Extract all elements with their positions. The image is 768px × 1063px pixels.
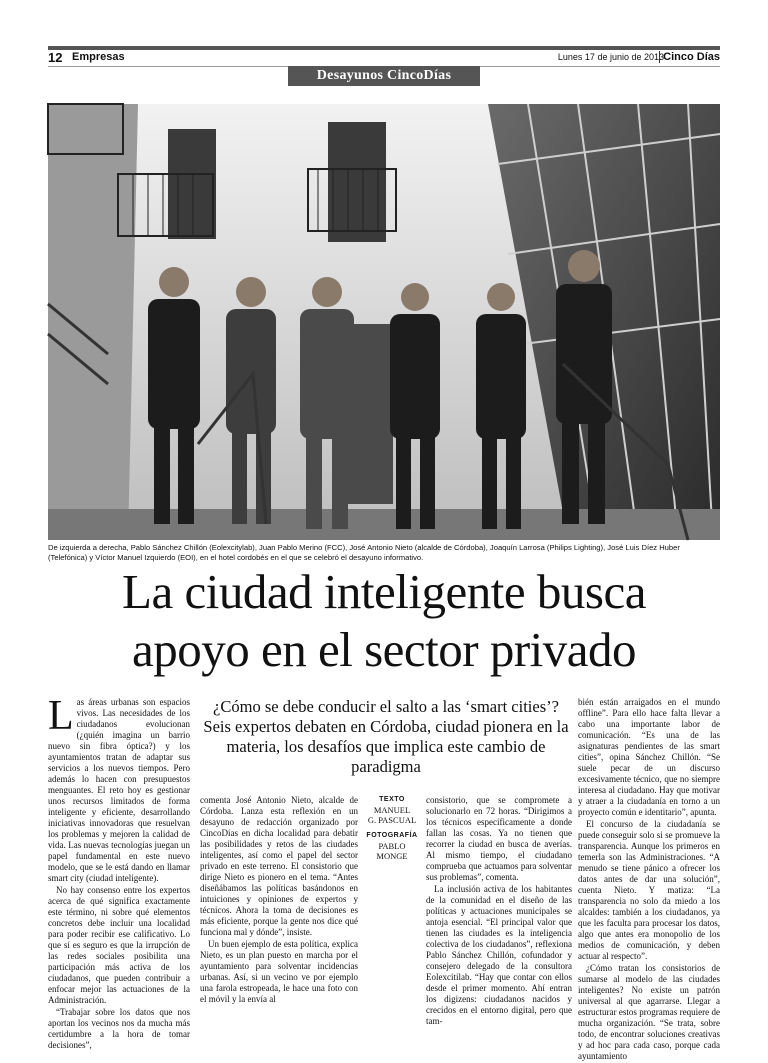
paragraph: as áreas urbanas son espacios vivos. Las necesidades de los ciudadanos evolucionan (¿quién imagina un barrio nuevo sin fibra óptica?) y los ayuntamientos tratan de adaptar sus servicios a los nuevos tiempos. Pero además lo hacen con presupuestos menguantes. El reto hoy es gestionar unos recursos limitados de forma inteligente y eficiente, desarrollando iniciativas innovadoras que resuelvan los problemas y mejoren la calidad de vida. Las nuevas tecnologías juegan un papel fundamental en este nuevo modelo, que se le está dando en llamar smart city (ciudad inteligente). (48, 697, 190, 883)
paragraph: Un buen ejemplo de esta política, explica Nieto, es un plan puesto en marcha por el ayuntamiento para solventar incidencias urbanas. Así, si un vecino ve por ejemplo una farola estropeada, le hace una foto con el móvil y la envía al (200, 939, 358, 1004)
paragraph: consistorio, que se compromete a solucionarlo en 72 horas. “Dirigimos a los técnicos específicamente a donde fallan las cosas. Ya no tienen que recorrer la ciudad en busca de averías. Al mismo tiempo, el ciudadano comprueba que actuamos para solventar sus problemas”, comenta. (426, 795, 572, 882)
headline-line-1: La ciudad inteligente busca (122, 564, 646, 619)
paragraph: No hay consenso entre los expertos acerca de qué significa exactamente este término, ni sobre qué elementos concretos debe incluir una localidad para poder recibir ese calificativo. Lo que sí es seguro es que la irrupción de las redes sociales posibilita una participación más activa de los ciudadanos, que pueden contribuir a enfocar mejor las actuaciones de la Administración. (48, 885, 190, 1005)
text-author-line-1: MANUEL (373, 805, 411, 815)
article-column-1 (48, 693, 190, 1052)
text-author-line-2: G. PASCUAL (367, 815, 417, 825)
article-photo (48, 104, 720, 540)
text-credit-label: TEXTO (379, 796, 405, 803)
brand-name: Cinco Días (659, 51, 720, 63)
paragraph: El concurso de la ciudadanía se puede conseguir solo si se promueve la transparencia. Aunque los primeros en temerla son las Administraciones. “A menudo se tiene pánico a ofrecer los datos antes de dar una solución”, cuenta Nieto. Y matiza: “La transparencia no solo da miedo a los alcaldes: también a los ciudadanos, ya que les faculta para procesar los datos, algo que antes era monopolio de los medios de comunicación, y deben actuar al respecto”. (578, 819, 720, 961)
article-credits (362, 795, 422, 861)
article-headline (30, 563, 738, 679)
drop-cap: L (48, 693, 74, 739)
paragraph: La inclusión activa de los habitantes de la comunidad en el diseño de las políticas y actuaciones municipales se antoja esencial. “El principal valor que tienen las ciudades es la inteligencia colectiva de los ciudadanos”, reflexiona Pablo Sánchez Chillón, cofundador y consejero delegado de la consultora Eolexcitilab. “Hay que contar con ellos desde el primer momento. Ahí entran los digizens: ciudadanos nacidos y crecidos en el entorno digital, pero que tam- (426, 884, 572, 1026)
photo-icon (48, 104, 720, 540)
article-column-4 (578, 697, 720, 1063)
page-number: 12 (48, 50, 63, 65)
article-column-2 (200, 795, 358, 1006)
issue-date: Lunes 17 de junio de 2013 (557, 52, 664, 62)
paragraph: “Trabajar sobre los datos que nos aportan los vecinos nos da mucha más certidumbre a la hora de tomar decisiones”, (48, 1007, 190, 1050)
paragraph: comenta José Antonio Nieto, alcalde de Córdoba. Lanza esta reflexión en un desayuno de redacción organizado por CincoDías en dicha localidad para debatir las posibilidades y retos de las ciudades inteligentes, así como el papel del sector privado en este terreno. El consistorio que dirige Nieto es pionero en el tema. “Antes diseñábamos las políticas basándonos en intuiciones y opiniones de expertos y técnicos. Ahora la toma de decisiones es más eficiente, porque la gente nos dice qué funciona mal y dónde”, insiste. (200, 795, 358, 937)
section-rubric: Desayunos CincoDías (288, 66, 480, 86)
paragraph: ¿Cómo tratan los consistorios de sumarse al modelo de las ciudades inteligentes? No existe un patrón universal al que agarrarse. Llegar a estructurar estos programas requiere de mucha organización. “Se trata, sobre todo, de encontrar soluciones creativas y ad hoc para cada caso, porque cada ayuntamiento (578, 963, 720, 1061)
headline-line-2: apoyo en el sector privado (131, 622, 637, 677)
article-deck: ¿Cómo se debe conducir el salto a las ‘smart cities’? Seis expertos debaten en Córdoba, ciudad pionera en la materia, los desafíos que implica este cambio de paradigma (203, 697, 569, 776)
article-column-3 (426, 795, 572, 1028)
photo-credit-label: FOTOGRAFÍA (366, 832, 418, 839)
photo-caption: De izquierda a derecha, Pablo Sánchez Chillón (Eolexcitylab), Juan Pablo Merino (FCC), José Antonio Nieto (alcalde de Córdoba), Joaquín Larrosa (Philips Lighting), José Luis Díez Huber (Telefónica) y Víctor Manuel Izquierdo (EOI), en el hotel cordobés en el que se celebró el desayuno informativo. (48, 543, 680, 562)
photo-author: PABLO MONGE (376, 841, 408, 861)
section-name: Empresas (72, 51, 125, 63)
page-header (48, 50, 720, 66)
paragraph: bién están arraigados en el mundo offline”. Para ello hace falta llevar a cabo una importante labor de comunicación. “Es una de las asignaturas pendientes de las smart cities”, opina Sánchez Chillón. “Se suele pecar de un discurso excesivamente técnico, que no siempre interesa al ciudadano. Hay que motivar y atraer a la ciudadanía en torno a un proyecto común e identitario”, apunta. (578, 697, 720, 817)
